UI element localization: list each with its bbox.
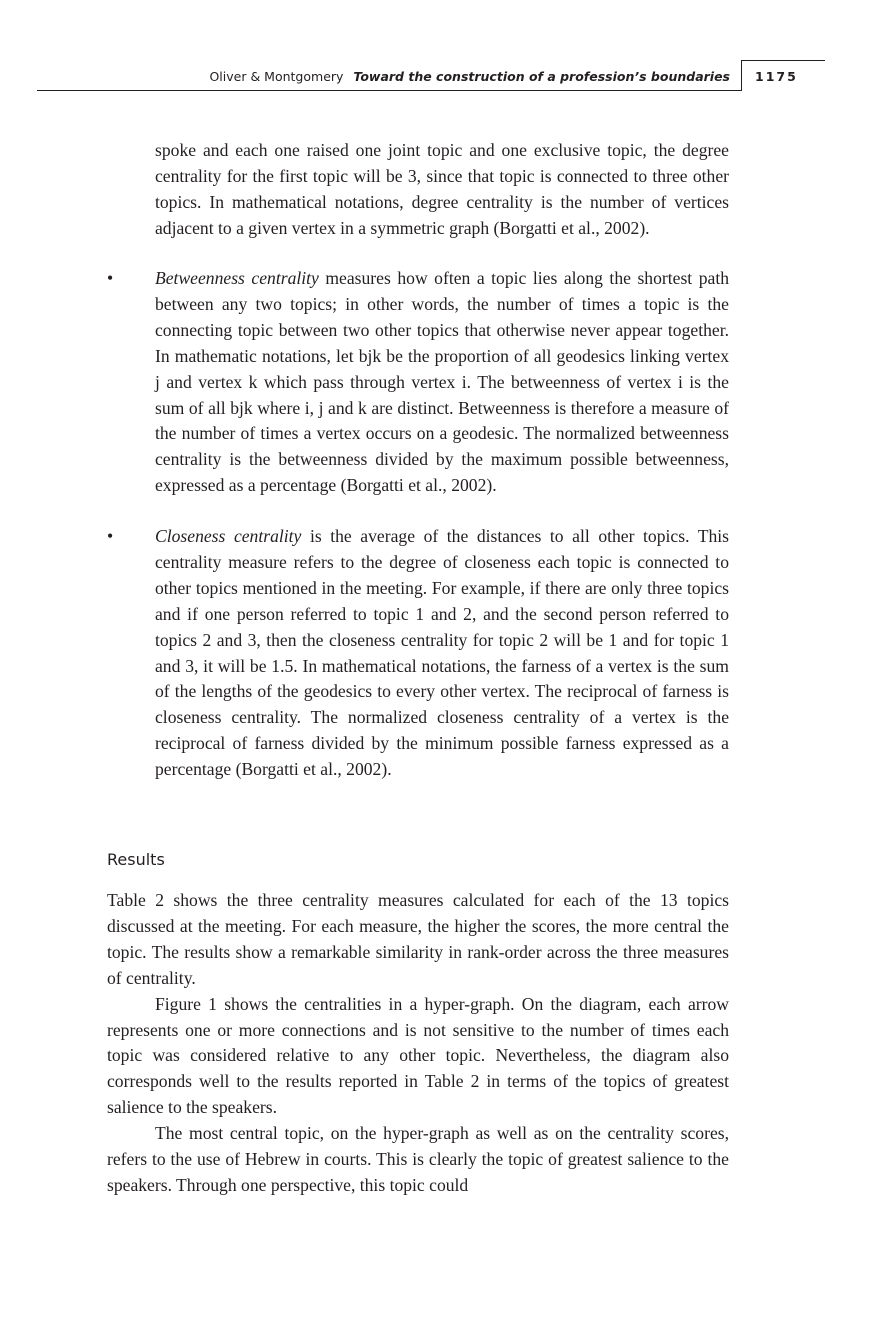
results-paragraph: Table 2 shows the three centrality measures calculated for each of the 13 topics discussed at the meeting. For each measure, the higher the scores, the more central the topic. The results show a remarkable similarity in rank-order across the three measures of centrality. (107, 890, 729, 988)
bullet-body: is the average of the distances to all other topics. This centrality measure refers to the degree of closeness each topic is connected to other topics mentioned in the meeting. For example, if there are only three topics and if one person referred to topic 1 and 2, and the second person referred to topics 2 and 3, then the closeness centrality for topic 2 will be 1 and for topic 1 and 3, it will be 1.5. In mathematical notations, the farness of a vertex is the sum of the lengths of the geodesics to every other vertex. The reciprocal of farness is closeness centrality. The normalized closeness centrality of a vertex is the reciprocal of farness divided by the minimum possible farness expressed as a percentage (Borgatti et al., 2002). (155, 526, 729, 780)
bullet-body: measures how often a topic lies along the shortest path between any two topics; in other words, the number of times a topic is the connecting topic between two other topics that otherwise never appear together. In mathematic notations, let bjk be the proportion of all geodesics linking vertex j and vertex k which pass through vertex i. The betweenness of vertex i is the sum of all bjk where i, j and k are distinct. Betweenness is therefore a measure of the number of times a vertex occurs on a geodesic. The normalized betweenness centrality is the betweenness divided by the maximum possible betweenness, expressed as a percentage (Borgatti et al., 2002). (155, 268, 729, 496)
continuation-paragraph: spoke and each one raised one joint topic and one exclusive topic, the degree centrality for the first topic will be 3, since that topic is connected to three other topics. In mathematical notations, degree centrality is the number of vertices adjacent to a given vertex in a symmetric graph (Borgatti et al., 2002). (155, 140, 729, 238)
section-heading: Results (107, 850, 165, 869)
header-title: Toward the construction of a profession’s boundaries (353, 69, 730, 84)
bullet-closeness (107, 524, 729, 783)
bullet-marker: • (107, 268, 114, 288)
running-header (209, 69, 730, 84)
bullet-betweenness (107, 266, 729, 499)
bullet-text (155, 266, 729, 499)
results-body (107, 888, 729, 1199)
bullet-term: Closeness centrality (155, 526, 302, 546)
header-page-top-rule (741, 60, 825, 61)
results-paragraph: Figure 1 shows the centralities in a hyper-graph. On the diagram, each arrow represents one or more connections and is not sensitive to the number of times each topic was considered relative to any other topic. Nevertheless, the diagram also corresponds well to the results reported in Table 2 in terms of the topics of greatest salience to the speakers. (107, 993, 729, 1118)
header-authors: Oliver & Montgomery (209, 69, 344, 84)
bullet-marker: • (107, 526, 114, 546)
bullet-term: Betweenness centrality (155, 268, 319, 288)
results-paragraph: The most central topic, on the hyper-graph as well as on the centrality scores, refers to the use of Hebrew in courts. This is clearly the topic of greatest salience to the speakers. Through one perspective, this topic could (107, 1123, 729, 1195)
bullet-text (155, 524, 729, 783)
page-number: 1175 (755, 69, 798, 84)
header-rule (37, 90, 741, 91)
header-page-divider (741, 60, 742, 91)
